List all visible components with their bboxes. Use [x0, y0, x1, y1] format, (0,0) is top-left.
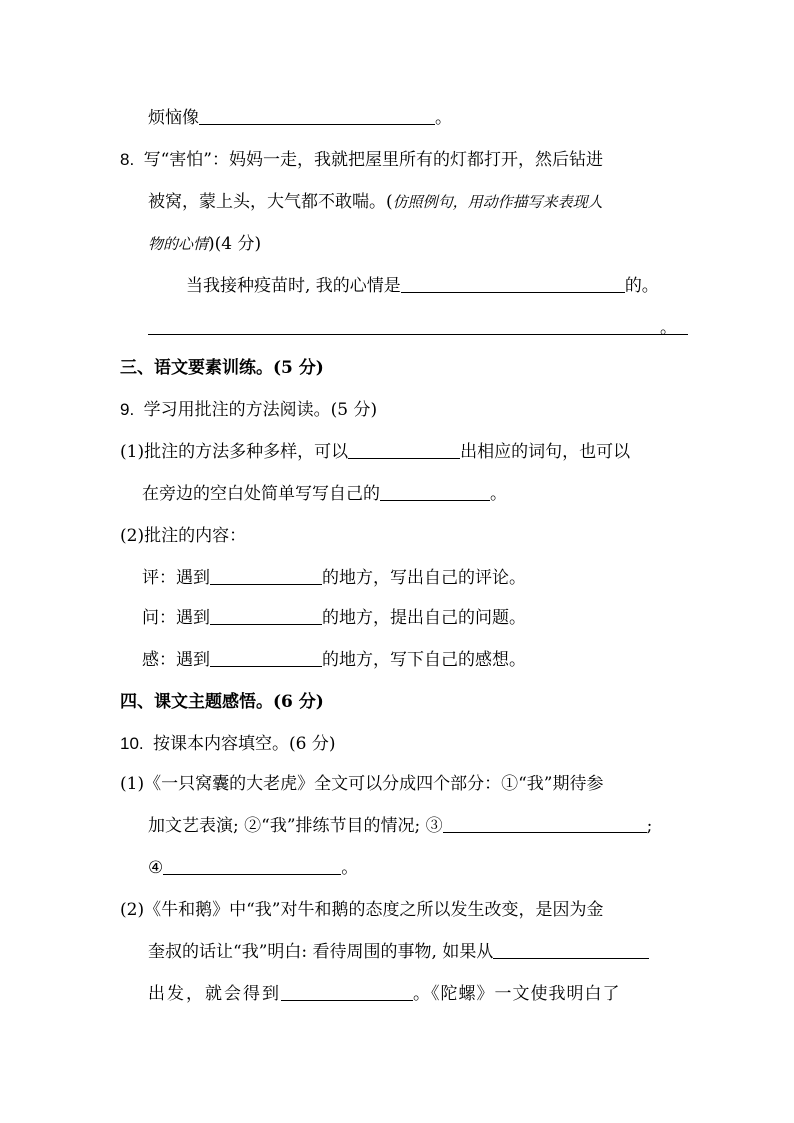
q10-stem-line: [120, 732, 336, 756]
q8-score: )(4 分): [208, 234, 262, 254]
prev-tail-text: 烦恼像: [148, 108, 199, 128]
q10-blank-6[interactable]: [281, 982, 413, 1001]
q10-p2-line1: (2)《牛和鹅》中“我”对牛和鹅的态度之所以发生改变，是因为金: [120, 900, 604, 920]
q9-row-ping-tail: 的地方，写出自己的评论。: [322, 568, 526, 588]
q9-row-wen-blank[interactable]: [210, 606, 322, 625]
q8-fill-line: [186, 274, 659, 298]
q9-row-wen: [142, 606, 526, 630]
q9-p1-end: 。: [490, 484, 507, 504]
q9-p2: (2)批注的内容：: [120, 526, 247, 546]
q9-p1-text-a: (1)批注的方法多种多样，可以: [120, 442, 349, 462]
q10-blank-3[interactable]: [443, 814, 647, 833]
q8-fill-suffix: 的。: [624, 276, 659, 296]
q8-fill-blank[interactable]: [401, 274, 625, 293]
q9-stem: 学习用批注的方法阅读。(5 分): [143, 400, 378, 420]
q9-stem-line: [120, 398, 377, 422]
q9-row-gan-tail: 的地方，写下自己的感想。: [322, 650, 526, 670]
q10-p1-text-b: 加文艺表演; ②“我”排练节目的情况; ③: [148, 816, 443, 836]
q9-row-ping: [142, 566, 526, 590]
q9-p1-text-b: 出相应的词句，也可以: [460, 442, 631, 462]
q8-line3: [148, 232, 261, 256]
q10-number: 10.: [120, 734, 144, 753]
q8-number: 8.: [120, 150, 135, 169]
q10-p1-c-end: 。: [341, 858, 359, 878]
q9-row-ping-blank[interactable]: [210, 566, 322, 585]
q8-text-line1: 写“害怕”：妈妈一走，我就把屋里所有的灯都打开，然后钻进: [143, 150, 603, 170]
q10-p1-line2: [148, 814, 652, 838]
q8-answer-line[interactable]: [148, 334, 688, 335]
q9-p1-text-c: 在旁边的空白处简单写写自己的: [142, 484, 380, 504]
q10-p1-line1: (1)《一只窝囊的大老虎》全文可以分成四个部分：①“我”期待参: [120, 774, 604, 794]
q10-p2-text-b: 奎叔的话让“我”明白: 看待周围的事物, 如果从: [148, 942, 494, 962]
q8-answer-end: 。: [660, 318, 677, 338]
q9-row-gan-label: 感：遇到: [142, 650, 210, 670]
section3-heading: 三、语文要素训练。(5 分): [120, 358, 324, 378]
q8-text-line2: 被窝，蒙上头，大气都不敢喘。(: [148, 192, 393, 212]
q10-p2-text-mid: 。《陀螺》一文使我明白了: [413, 984, 621, 1004]
q10-blank-5[interactable]: [493, 940, 649, 959]
q9-blank-1[interactable]: [348, 440, 460, 459]
q10-stem: 按课本内容填空。(6 分): [153, 734, 336, 754]
q10-p1-b-end: ;: [646, 816, 653, 836]
q10-p2-text-c: 出发，就会得到: [148, 984, 281, 1004]
q9-p1-line1: [120, 440, 630, 464]
q8-line1: [120, 148, 603, 172]
q9-number: 9.: [120, 400, 135, 419]
q10-p2-line3: [148, 982, 621, 1006]
q9-p1-line2: [142, 482, 507, 506]
prev-question-tail: [148, 106, 452, 130]
prev-tail-blank[interactable]: [199, 106, 435, 125]
q9-row-ping-label: 评：遇到: [142, 568, 210, 588]
q10-p2-line2: [148, 940, 649, 964]
q8-fill-prefix: 当我接种疫苗时, 我的心情是: [186, 276, 401, 296]
q9-row-gan: [142, 648, 526, 672]
prev-tail-end: 。: [435, 108, 452, 128]
q8-line2: [148, 190, 603, 214]
q8-note-a: 仿照例句，用动作描写来表现人: [392, 193, 603, 211]
q9-blank-2[interactable]: [380, 482, 490, 501]
q10-p1-text-c: ④: [148, 858, 164, 878]
q9-row-wen-tail: 的地方，提出自己的问题。: [322, 608, 526, 628]
q10-p1-line3: [148, 856, 358, 880]
section4-heading: 四、课文主题感悟。(6 分): [120, 692, 324, 712]
q9-row-wen-label: 问：遇到: [142, 608, 210, 628]
q9-row-gan-blank[interactable]: [210, 648, 322, 667]
q10-blank-4[interactable]: [163, 856, 341, 875]
q8-note-b: 物的心情: [148, 235, 209, 253]
